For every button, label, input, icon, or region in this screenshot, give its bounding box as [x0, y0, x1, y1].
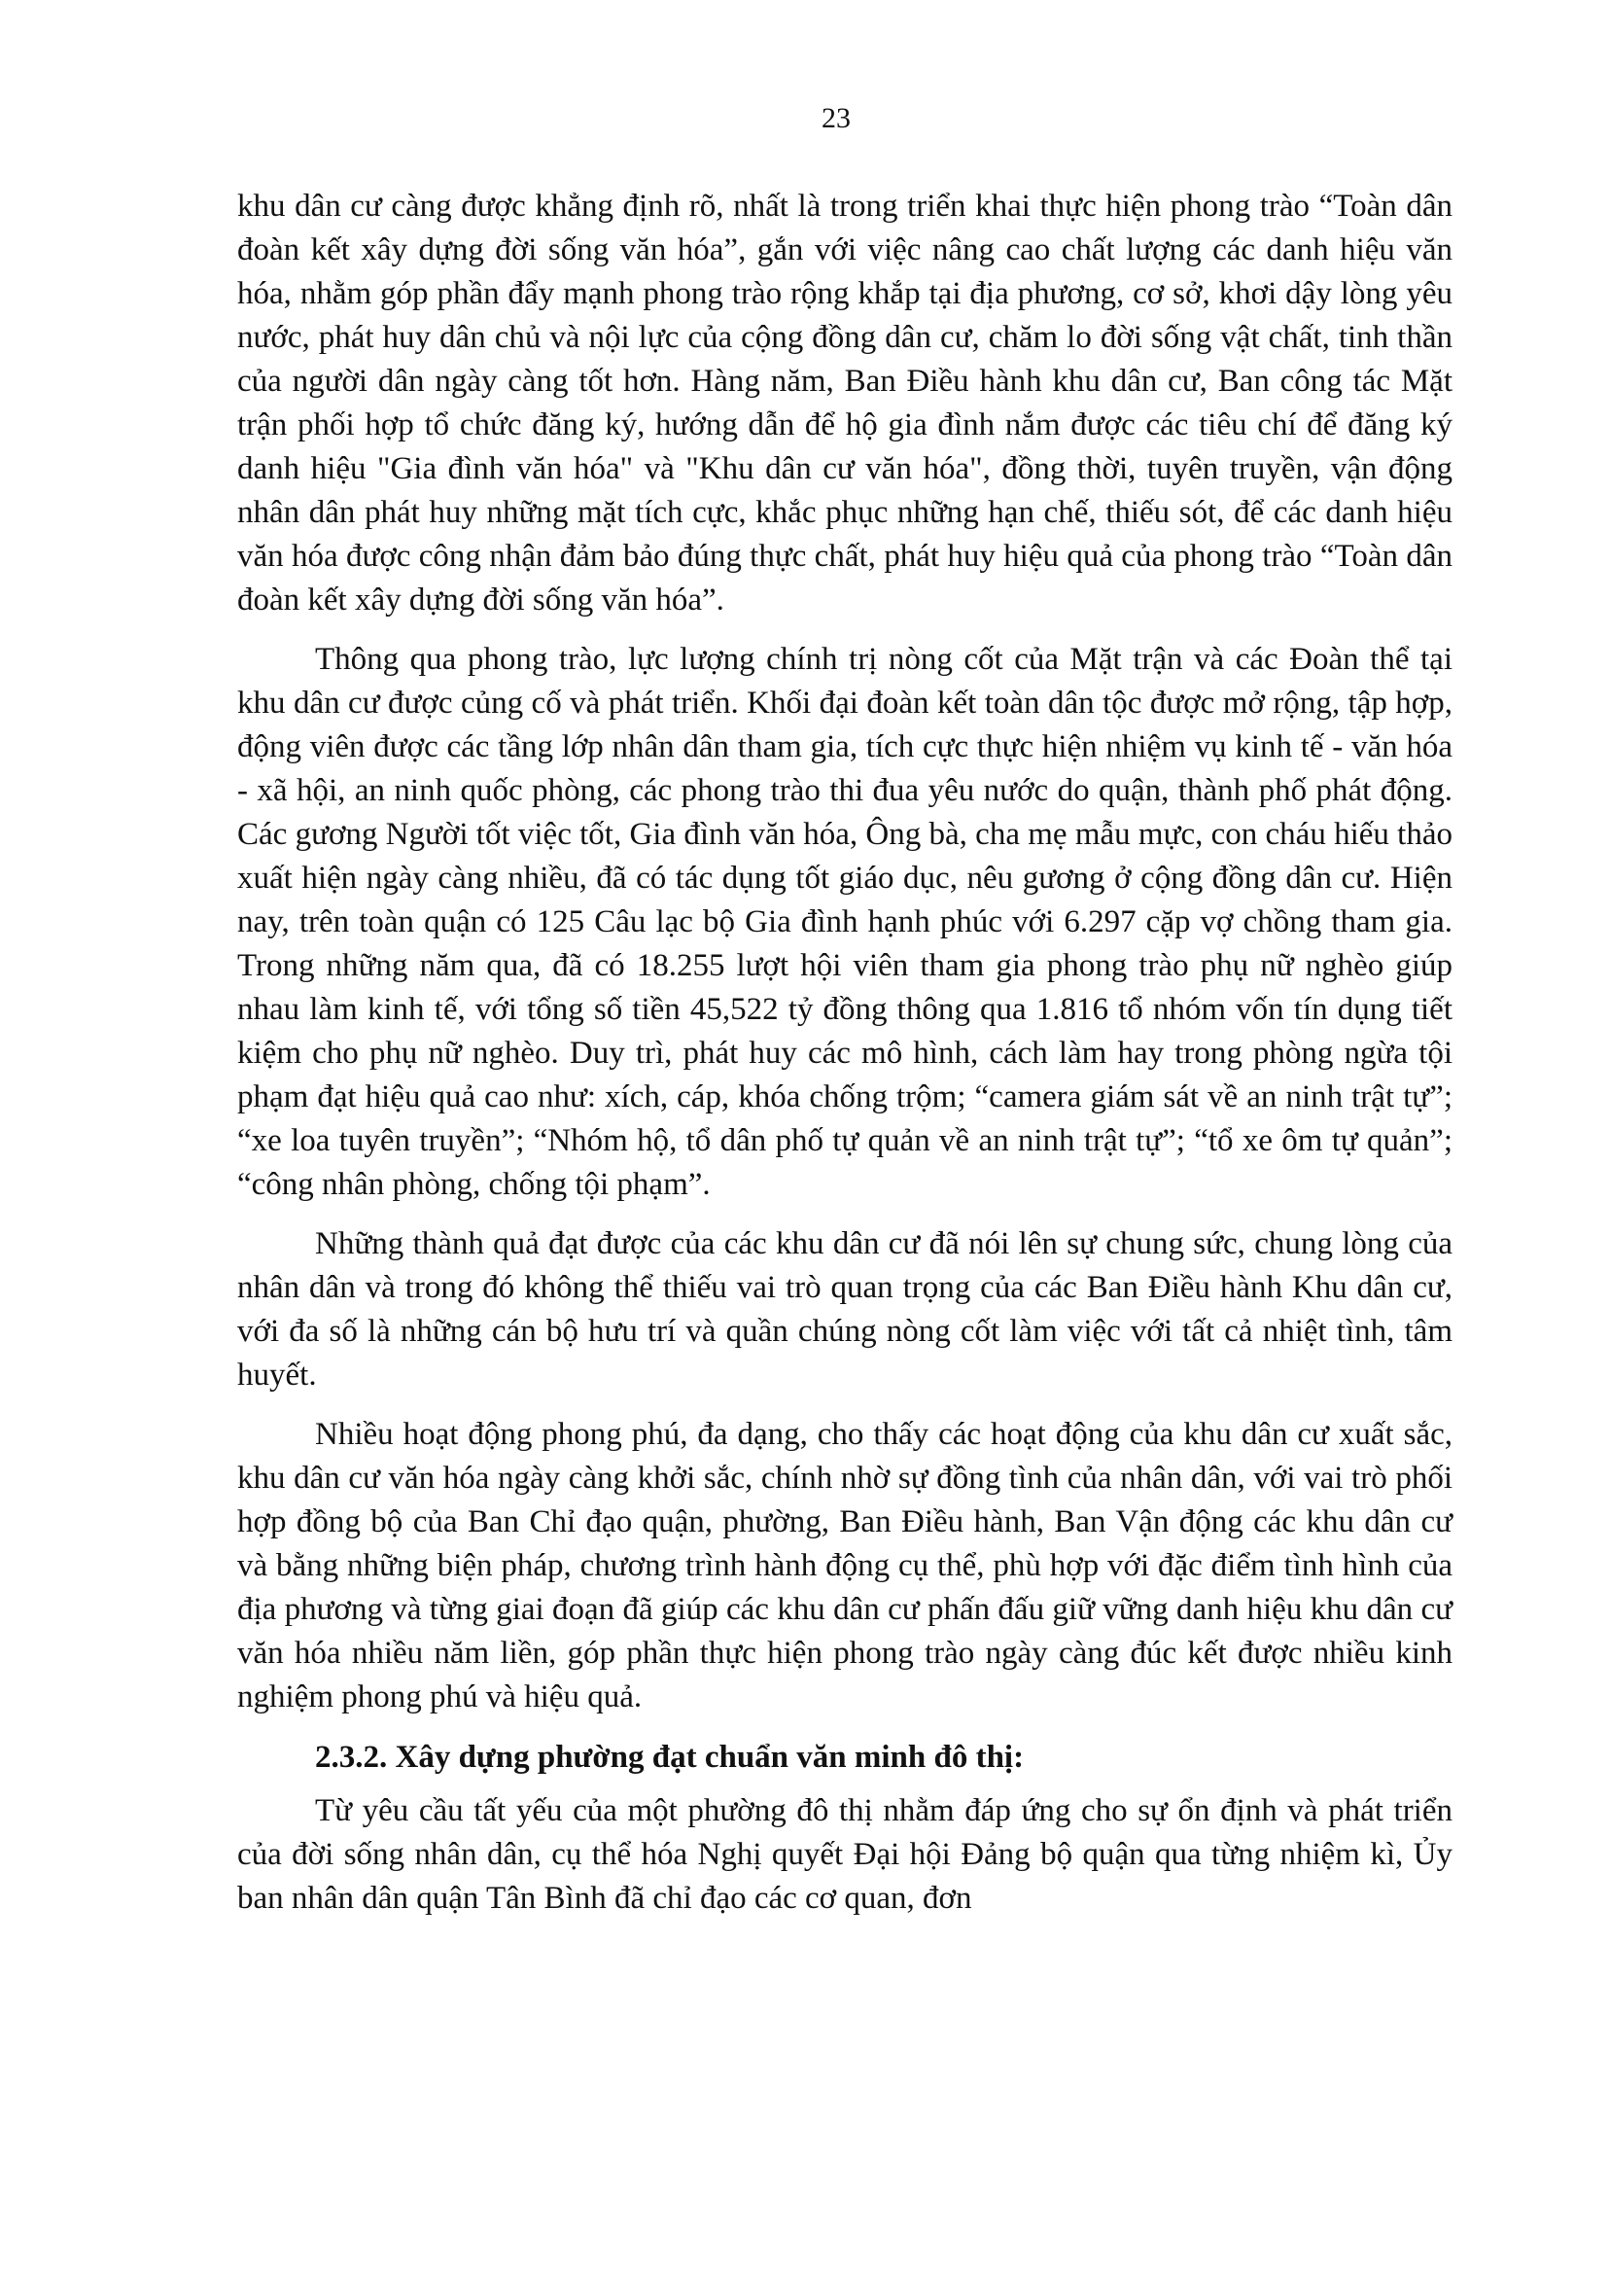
paragraph-closing: Từ yêu cầu tất yếu của một phường đô thị nhằm đáp ứng cho sự ổn định và phát triển của đời sống nhân dân, cụ thể hóa Nghị quyết Đại hội Đảng bộ quận qua từng nhiệm kì, Ủy ban nhân dân quận Tân Bình đã chỉ đạo các cơ quan, đơn [237, 1793, 1452, 1916]
page-number: 23 [822, 102, 851, 134]
paragraph-achievements: Những thành quả đạt được của các khu dân cư đã nói lên sự chung sức, chung lòng của nhân dân và trong đó không thể thiếu vai trò quan trọng của các Ban Điều hành Khu dân cư, với đa số là những cán bộ hưu trí và quần chúng nòng cốt làm việc với tất cả nhiệt tình, tâm huyết. [237, 1226, 1452, 1393]
paragraph-movement-results: Thông qua phong trào, lực lượng chính trị nòng cốt của Mặt trận và các Đoàn thể tại khu dân cư được củng cố và phát triển. Khối đại đoàn kết toàn dân tộc được mở rộng, tập hợp, động viên được các tầng lớp nhân dân tham gia, tích cực thực hiện nhiệm vụ kinh tế - văn hóa - xã hội, an ninh quốc phòng, các phong trào thi đua yêu nước do quận, thành phố phát động. Các gương Người tốt việc tốt, Gia đình văn hóa, Ông bà, cha mẹ mẫu mực, con cháu hiếu thảo xuất hiện ngày càng nhiều, đã có tác dụng tốt giáo dục, nêu gương ở cộng đồng dân cư. Hiện nay, trên toàn quận có 125 Câu lạc bộ Gia đình hạnh phúc với 6.297 cặp vợ chồng tham gia. Trong những năm qua, đã có 18.255 lượt hội viên tham gia phong trào phụ nữ nghèo giúp nhau làm kinh tế, với tổng số tiền 45,522 tỷ đồng thông qua 1.816 tổ nhóm vốn tín dụng tiết kiệm cho phụ nữ nghèo. Duy trì, phát huy các mô hình, cách làm hay trong phòng ngừa tội phạm đạt hiệu quả cao như: xích, cáp, khóa chống trộm; “camera giám sát về an ninh trật tự”; “xe loa tuyên truyền”; “Nhóm hộ, tổ dân phố tự quản về an ninh trật tự”; “tổ xe ôm tự quản”; “công nhân phòng, chống tội phạm”. [237, 642, 1452, 1202]
paragraph-residential-culture: khu dân cư càng được khẳng định rõ, nhất là trong triển khai thực hiện phong trào “Toàn dân đoàn kết xây dựng đời sống văn hóa”, gắn với việc nâng cao chất lượng các danh hiệu văn hóa, nhằm góp phần đẩy mạnh phong trào rộng khắp tại địa phương, cơ sở, khơi dậy lòng yêu nước, phát huy dân chủ và nội lực của cộng đồng dân cư, chăm lo đời sống vật chất, tinh thần của người dân ngày càng tốt hơn. Hàng năm, Ban Điều hành khu dân cư, Ban công tác Mặt trận phối hợp tổ chức đăng ký, hướng dẫn để hộ gia đình nắm được các tiêu chí để đăng ký danh hiệu "Gia đình văn hóa" và "Khu dân cư văn hóa", đồng thời, tuyên truyền, vận động nhân dân phát huy những mặt tích cực, khắc phục những hạn chế, thiếu sót, để các danh hiệu văn hóa được công nhận đảm bảo đúng thực chất, phát huy hiệu quả của phong trào “Toàn dân đoàn kết xây dựng đời sống văn hóa”. [237, 189, 1452, 618]
paragraph-activities: Nhiều hoạt động phong phú, đa dạng, cho thấy các hoạt động của khu dân cư xuất sắc, khu dân cư văn hóa ngày càng khởi sắc, chính nhờ sự đồng tình của nhân dân, với vai trò phối hợp đồng bộ của Ban Chỉ đạo quận, phường, Ban Điều hành, Ban Vận động các khu dân cư và bằng những biện pháp, chương trình hành động cụ thể, phù hợp với đặc điểm tình hình của địa phương và từng giai đoạn đã giúp các khu dân cư phấn đấu giữ vững danh hiệu khu dân cư văn hóa nhiều năm liền, góp phần thực hiện phong trào ngày càng đúc kết được nhiều kinh nghiệm phong phú và hiệu quả. [237, 1417, 1452, 1714]
document-body [237, 185, 1452, 1921]
section-heading: 2.3.2. Xây dựng phường đạt chuẩn văn minh đô thị: [315, 1740, 1025, 1775]
